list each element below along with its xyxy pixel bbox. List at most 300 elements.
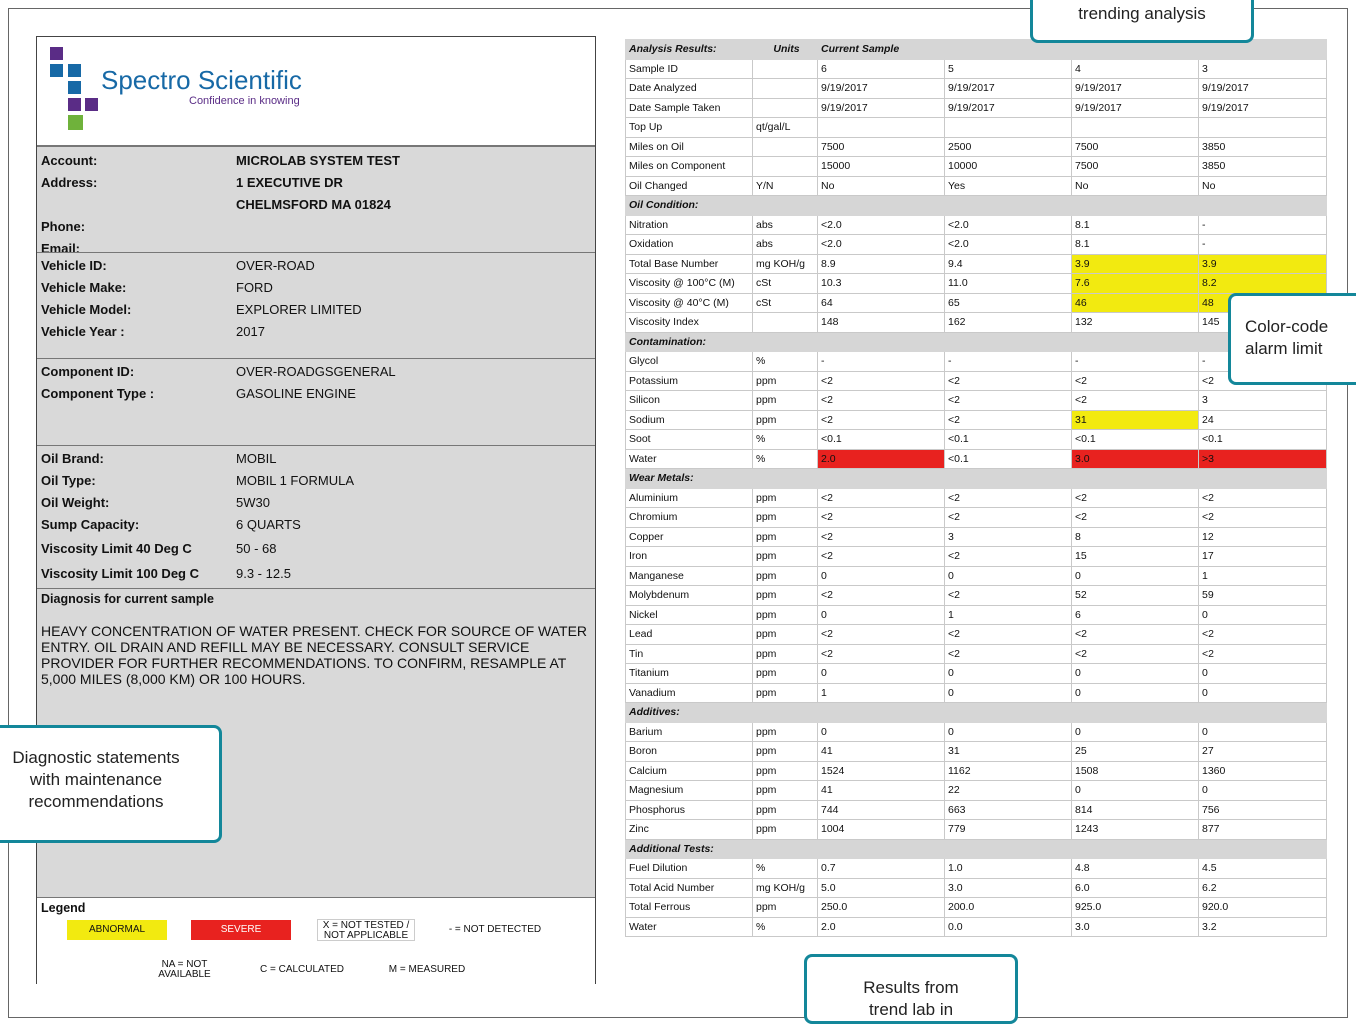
parameter-unit: ppm: [753, 683, 818, 703]
table-row: [626, 625, 1327, 645]
parameter-unit: ppm: [753, 391, 818, 411]
parameter-name: Potassium: [626, 371, 753, 391]
sample-value: 8.9: [818, 254, 945, 274]
sample-value: 10000: [945, 157, 1072, 177]
parameter-name: Water: [626, 917, 753, 937]
parameter-unit: [753, 59, 818, 79]
table-row: [626, 917, 1327, 937]
sample-value: <2: [945, 410, 1072, 430]
parameter-unit: ppm: [753, 527, 818, 547]
sample-value: 0: [1199, 781, 1327, 801]
sample-value: <2: [818, 488, 945, 508]
component-label: Component ID:: [41, 364, 135, 379]
sample-value: -: [818, 352, 945, 372]
sample-value: 744: [818, 800, 945, 820]
sample-value: <0.1: [1072, 430, 1199, 450]
table-row: [626, 859, 1327, 879]
parameter-name: Nitration: [626, 215, 753, 235]
parameter-unit: ppm: [753, 566, 818, 586]
account-row: [37, 150, 595, 172]
oil-value: 6 QUARTS: [236, 517, 301, 532]
sample-value: 15: [1072, 547, 1199, 567]
sample-value: 250.0: [818, 898, 945, 918]
sample-value: 46: [1072, 293, 1199, 313]
sample-value: 0: [1199, 683, 1327, 703]
oil-row: [37, 470, 595, 492]
sample-value: 6: [1072, 605, 1199, 625]
legend-not-detected: - = NOT DETECTED: [448, 924, 542, 935]
legend-abnormal: ABNORMAL: [67, 920, 167, 940]
table-row: [626, 878, 1327, 898]
parameter-unit: ppm: [753, 820, 818, 840]
sample-value: <2: [818, 508, 945, 528]
parameter-unit: %: [753, 917, 818, 937]
table-row: [626, 391, 1327, 411]
parameter-name: Nickel: [626, 605, 753, 625]
account-label: [37, 194, 236, 216]
sample-value: 0: [945, 722, 1072, 742]
table-row: [626, 605, 1327, 625]
sample-value: 3.0: [1072, 917, 1199, 937]
table-row: [626, 410, 1327, 430]
parameter-name: Date Sample Taken: [626, 98, 753, 118]
sample-value: <2: [1072, 625, 1199, 645]
sample-value: 5: [945, 59, 1072, 79]
results-header-cell: Analysis Results:: [626, 40, 753, 60]
sample-value: 10.3: [818, 274, 945, 294]
callout-color-code: Color-code alarm limit: [1228, 293, 1356, 385]
parameter-unit: ppm: [753, 371, 818, 391]
sample-value: 3: [1199, 59, 1327, 79]
sample-value: 9/19/2017: [1199, 98, 1327, 118]
oil-row: [37, 561, 595, 586]
sample-value: <2: [1072, 508, 1199, 528]
table-row: [626, 157, 1327, 177]
sample-value: 0: [1072, 722, 1199, 742]
sample-value: <2: [1199, 644, 1327, 664]
sample-value: <2.0: [945, 235, 1072, 255]
component-row: [37, 383, 595, 405]
sample-value: <2: [945, 508, 1072, 528]
sample-value: 5.0: [818, 878, 945, 898]
sample-value: 1360: [1199, 761, 1327, 781]
table-row: [626, 293, 1327, 313]
parameter-name: Top Up: [626, 118, 753, 138]
vehicle-row: [37, 255, 595, 277]
results-section-row: [626, 196, 1327, 216]
sample-value: [1072, 118, 1199, 138]
sample-value: <0.1: [945, 449, 1072, 469]
parameter-unit: ppm: [753, 781, 818, 801]
sample-value: 17: [1199, 547, 1327, 567]
diagnosis-heading: Diagnosis for current sample: [41, 592, 214, 606]
parameter-unit: %: [753, 352, 818, 372]
parameter-unit: cSt: [753, 293, 818, 313]
table-row: [626, 137, 1327, 157]
sample-value: <2: [818, 371, 945, 391]
sample-value: 1: [818, 683, 945, 703]
sample-value: 3: [945, 527, 1072, 547]
table-row: [626, 664, 1327, 684]
parameter-name: Date Analyzed: [626, 79, 753, 99]
sample-value: 52: [1072, 586, 1199, 606]
parameter-name: Copper: [626, 527, 753, 547]
parameter-unit: %: [753, 449, 818, 469]
component-value: GASOLINE ENGINE: [236, 386, 356, 401]
results-section-row: [626, 703, 1327, 723]
sample-value: 7500: [1072, 137, 1199, 157]
sample-value: 9/19/2017: [945, 98, 1072, 118]
vehicle-section: [37, 252, 595, 358]
table-row: [626, 508, 1327, 528]
parameter-name: Aluminium: [626, 488, 753, 508]
table-row: [626, 683, 1327, 703]
sample-value: <2: [1199, 508, 1327, 528]
results-section-label: Oil Condition:: [626, 196, 1327, 216]
sample-value: 925.0: [1072, 898, 1199, 918]
oil-label: Sump Capacity:: [41, 517, 140, 532]
oil-value: MOBIL: [236, 451, 277, 466]
sample-value: No: [818, 176, 945, 196]
legend-measured: M = MEASURED: [388, 964, 466, 975]
table-row: [626, 800, 1327, 820]
sample-value: 1: [945, 605, 1072, 625]
table-row: [626, 820, 1327, 840]
sample-value: <0.1: [1199, 430, 1327, 450]
sample-value: 0.7: [818, 859, 945, 879]
parameter-unit: ppm: [753, 722, 818, 742]
sample-value: 0: [1199, 605, 1327, 625]
parameter-name: Calcium: [626, 761, 753, 781]
sample-value: 814: [1072, 800, 1199, 820]
parameter-unit: ppm: [753, 547, 818, 567]
sample-value: 7.6: [1072, 274, 1199, 294]
sample-value: <2: [945, 586, 1072, 606]
parameter-unit: qt/gal/L: [753, 118, 818, 138]
diagnosis-text: HEAVY CONCENTRATION OF WATER PRESENT. CHECK FOR SOURCE OF WATER ENTRY. OIL DRAIN AND REFILL MAY BE NECESSARY. CONSULT SERVICE PROVIDER FOR FURTHER RECOMMENDATIONS. TO CONFIRM, RESAMPLE AT 5,000 MILES (8,000 KM) OR 100 HOURS.: [41, 623, 588, 687]
parameter-name: Vanadium: [626, 683, 753, 703]
sample-value: 3850: [1199, 157, 1327, 177]
sample-value: <2: [945, 371, 1072, 391]
oil-label: Viscosity Limit 40 Deg C: [41, 541, 192, 556]
parameter-unit: ppm: [753, 800, 818, 820]
parameter-name: Miles on Component: [626, 157, 753, 177]
oil-row: [37, 492, 595, 514]
sample-value: 0: [1072, 566, 1199, 586]
table-row: [626, 118, 1327, 138]
sample-value: 41: [818, 742, 945, 762]
sample-value: 31: [1072, 410, 1199, 430]
sample-value: 0: [1199, 722, 1327, 742]
results-section-row: [626, 469, 1327, 489]
sample-value: 65: [945, 293, 1072, 313]
parameter-unit: ppm: [753, 761, 818, 781]
parameter-unit: [753, 137, 818, 157]
parameter-unit: [753, 157, 818, 177]
sample-value: 8.1: [1072, 215, 1199, 235]
sample-value: 4.8: [1072, 859, 1199, 879]
table-row: [626, 898, 1327, 918]
sample-value: 9/19/2017: [1199, 79, 1327, 99]
sample-value: No: [1199, 176, 1327, 196]
vehicle-value: EXPLORER LIMITED: [236, 302, 362, 317]
company-tagline: Confidence in knowing: [189, 95, 300, 107]
account-row: [37, 194, 595, 216]
sample-value: <2: [818, 644, 945, 664]
table-row: [626, 215, 1327, 235]
sample-value: 1: [1199, 566, 1327, 586]
parameter-unit: ppm: [753, 586, 818, 606]
sample-value: 1243: [1072, 820, 1199, 840]
sample-value: <2: [818, 586, 945, 606]
table-row: [626, 313, 1327, 333]
sample-value: 6: [818, 59, 945, 79]
parameter-name: Fuel Dilution: [626, 859, 753, 879]
parameter-unit: %: [753, 859, 818, 879]
sample-value: 8.2: [1199, 274, 1327, 294]
vehicle-row: [37, 321, 595, 343]
table-row: [626, 352, 1327, 372]
sample-value: -: [1199, 352, 1327, 372]
parameter-name: Soot: [626, 430, 753, 450]
vehicle-label: Vehicle Make:: [41, 280, 127, 295]
oil-section: [37, 445, 595, 588]
table-row: [626, 79, 1327, 99]
account-value: [236, 216, 595, 238]
parameter-name: Magnesium: [626, 781, 753, 801]
table-row: [626, 449, 1327, 469]
oil-label: Oil Brand:: [41, 451, 104, 466]
vehicle-row: [37, 277, 595, 299]
sample-value: <2: [1199, 488, 1327, 508]
sample-value: <2: [945, 488, 1072, 508]
sample-value: 2500: [945, 137, 1072, 157]
sample-value: [945, 118, 1072, 138]
parameter-name: Sodium: [626, 410, 753, 430]
parameter-name: Lead: [626, 625, 753, 645]
table-row: [626, 527, 1327, 547]
sample-value: [1199, 118, 1327, 138]
account-label: Email:: [41, 241, 81, 256]
legend: [37, 897, 595, 985]
sample-value: 3850: [1199, 137, 1327, 157]
table-row: [626, 742, 1327, 762]
sample-value: 7500: [818, 137, 945, 157]
sample-value: 663: [945, 800, 1072, 820]
sample-value: 4: [1072, 59, 1199, 79]
sample-value: <2: [1199, 371, 1327, 391]
account-row: [37, 172, 595, 194]
sample-value: 756: [1199, 800, 1327, 820]
parameter-name: Total Acid Number: [626, 878, 753, 898]
table-row: [626, 566, 1327, 586]
legend-not-tested: X = NOT TESTED / NOT APPLICABLE: [317, 919, 415, 941]
company-name: Spectro Scientific: [101, 65, 302, 95]
parameter-name: Barium: [626, 722, 753, 742]
sample-value: <2: [1199, 625, 1327, 645]
sample-value: <2: [818, 547, 945, 567]
parameter-name: Glycol: [626, 352, 753, 372]
parameter-name: Chromium: [626, 508, 753, 528]
parameter-name: Total Base Number: [626, 254, 753, 274]
sample-value: 0: [945, 683, 1072, 703]
parameter-unit: ppm: [753, 508, 818, 528]
sample-value: [818, 118, 945, 138]
sample-value: 0: [818, 722, 945, 742]
parameter-name: Titanium: [626, 664, 753, 684]
sample-value: 0: [1199, 664, 1327, 684]
results-section-row: [626, 839, 1327, 859]
sample-value: 0: [818, 605, 945, 625]
parameter-unit: ppm: [753, 644, 818, 664]
table-row: [626, 547, 1327, 567]
sample-value: 3.2: [1199, 917, 1327, 937]
sample-value: 41: [818, 781, 945, 801]
account-value: MICROLAB SYSTEM TEST: [236, 153, 400, 168]
sample-value: 1004: [818, 820, 945, 840]
account-row: [37, 216, 595, 238]
callout-trending: trending analysis: [1030, 0, 1254, 43]
sample-value: -: [1072, 352, 1199, 372]
sample-value: Yes: [945, 176, 1072, 196]
oil-row: [37, 448, 595, 470]
sample-value: 22: [945, 781, 1072, 801]
table-row: [626, 59, 1327, 79]
sample-value: >3: [1199, 449, 1327, 469]
sample-value: <2: [818, 391, 945, 411]
sample-value: <2.0: [818, 215, 945, 235]
table-row: [626, 98, 1327, 118]
sample-value: 3.0: [1072, 449, 1199, 469]
parameter-unit: mg KOH/g: [753, 254, 818, 274]
sample-value: <2: [1072, 371, 1199, 391]
sample-value: 6.0: [1072, 878, 1199, 898]
sample-value: 3: [1199, 391, 1327, 411]
sample-value: 0.0: [945, 917, 1072, 937]
table-row: [626, 274, 1327, 294]
oil-row: [37, 514, 595, 536]
sample-value: <2.0: [945, 215, 1072, 235]
results-header-cell: Current Sample: [818, 40, 1327, 60]
sample-value: 3.9: [1072, 254, 1199, 274]
parameter-name: Molybdenum: [626, 586, 753, 606]
sample-value: 3.9: [1199, 254, 1327, 274]
parameter-unit: cSt: [753, 274, 818, 294]
results-header-cell: Units: [753, 40, 818, 60]
table-row: [626, 644, 1327, 664]
parameter-name: Viscosity @ 100°C (M): [626, 274, 753, 294]
sample-value: 1524: [818, 761, 945, 781]
sample-value: 12: [1199, 527, 1327, 547]
sample-value: 9/19/2017: [1072, 98, 1199, 118]
sample-value: -: [1199, 215, 1327, 235]
parameter-unit: ppm: [753, 625, 818, 645]
sample-value: <2: [945, 644, 1072, 664]
oil-label: Oil Weight:: [41, 495, 110, 510]
table-row: [626, 722, 1327, 742]
sample-value: <0.1: [945, 430, 1072, 450]
sample-value: 9/19/2017: [818, 79, 945, 99]
parameter-name: Zinc: [626, 820, 753, 840]
parameter-unit: %: [753, 430, 818, 450]
oil-label: Oil Type:: [41, 473, 96, 488]
sample-value: 9/19/2017: [945, 79, 1072, 99]
results-section-label: Additional Tests:: [626, 839, 1327, 859]
vehicle-label: Vehicle Model:: [41, 302, 132, 317]
sample-value: 8: [1072, 527, 1199, 547]
component-section: [37, 358, 595, 445]
oil-value: 50 - 68: [236, 541, 277, 556]
parameter-unit: ppm: [753, 742, 818, 762]
table-row: [626, 235, 1327, 255]
sample-value: 0: [818, 566, 945, 586]
sample-value: 1508: [1072, 761, 1199, 781]
callout-diagnostic: Diagnostic statements with maintenance recommendations: [0, 725, 222, 843]
table-row: [626, 430, 1327, 450]
parameter-name: Sample ID: [626, 59, 753, 79]
sample-value: 4.5: [1199, 859, 1327, 879]
sample-value: 15000: [818, 157, 945, 177]
legend-heading: Legend: [41, 901, 86, 915]
sample-value: 145: [1199, 313, 1327, 333]
component-value: OVER-ROADGSGENERAL: [236, 364, 396, 379]
sample-value: 148: [818, 313, 945, 333]
sample-value: 132: [1072, 313, 1199, 333]
sample-value: 9/19/2017: [1072, 79, 1199, 99]
results-section-label: Additives:: [626, 703, 1327, 723]
parameter-unit: abs: [753, 215, 818, 235]
sample-value: 9.4: [945, 254, 1072, 274]
legend-calculated: C = CALCULATED: [259, 964, 344, 975]
parameter-unit: Y/N: [753, 176, 818, 196]
sample-value: <2: [1072, 391, 1199, 411]
sample-value: 779: [945, 820, 1072, 840]
sample-value: 1162: [945, 761, 1072, 781]
legend-severe: SEVERE: [191, 920, 291, 940]
oil-value: 9.3 - 12.5: [236, 566, 291, 581]
sample-value: <2: [818, 625, 945, 645]
account-value: CHELMSFORD MA 01824: [236, 197, 391, 212]
vehicle-row: [37, 299, 595, 321]
parameter-name: Viscosity @ 40°C (M): [626, 293, 753, 313]
oil-value: MOBIL 1 FORMULA: [236, 473, 354, 488]
parameter-name: Boron: [626, 742, 753, 762]
sample-value: <2: [818, 410, 945, 430]
sample-value: 200.0: [945, 898, 1072, 918]
sample-value: <2: [1072, 488, 1199, 508]
sample-value: 24: [1199, 410, 1327, 430]
sample-value: 11.0: [945, 274, 1072, 294]
account-value: 1 EXECUTIVE DR: [236, 175, 343, 190]
sample-value: 0: [818, 664, 945, 684]
parameter-unit: ppm: [753, 664, 818, 684]
sample-value: 48: [1199, 293, 1327, 313]
parameter-name: Miles on Oil: [626, 137, 753, 157]
parameter-name: Phosphorus: [626, 800, 753, 820]
sample-value: 1.0: [945, 859, 1072, 879]
sample-value: 3.0: [945, 878, 1072, 898]
table-row: [626, 254, 1327, 274]
results-section-row: [626, 332, 1327, 352]
sample-value: <2.0: [818, 235, 945, 255]
parameter-name: Viscosity Index: [626, 313, 753, 333]
sample-value: 2.0: [818, 917, 945, 937]
parameter-name: Water: [626, 449, 753, 469]
parameter-name: Tin: [626, 644, 753, 664]
parameter-name: Oxidation: [626, 235, 753, 255]
parameter-unit: ppm: [753, 410, 818, 430]
sample-value: 2.0: [818, 449, 945, 469]
